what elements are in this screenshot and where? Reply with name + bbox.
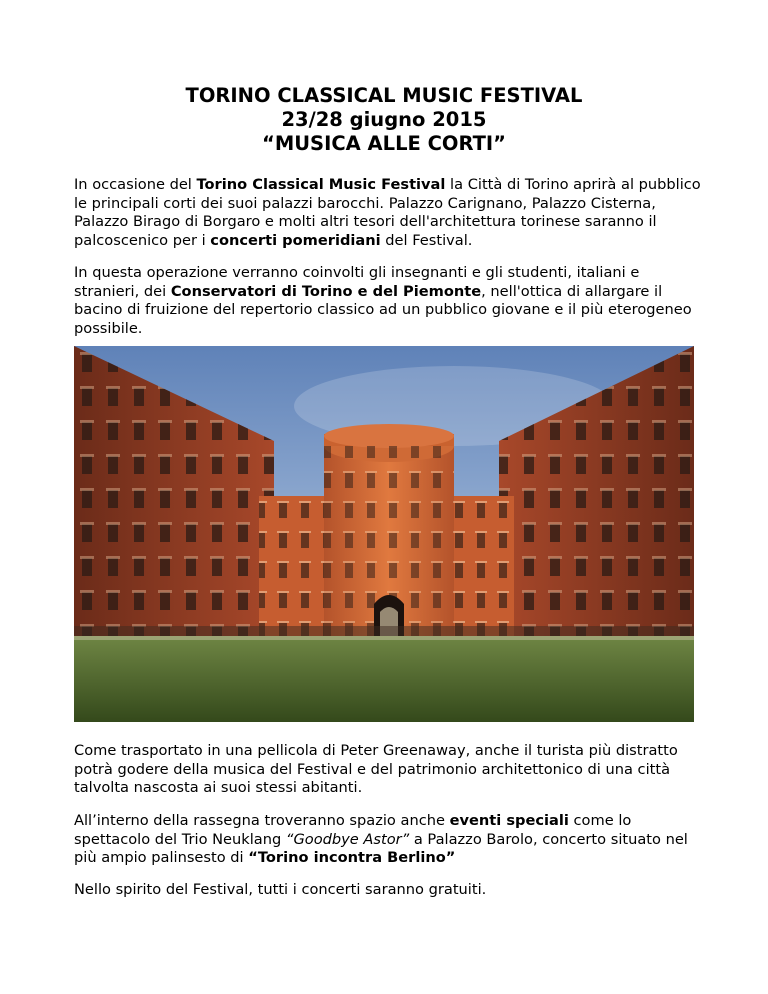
text-run: In questa operazione verranno coinvolti gli insegnanti e gli studenti, italiani e stranieri, dei	[74, 264, 640, 300]
title-line-dates: 23/28 giugno 2015	[281, 108, 487, 131]
palace-courtyard-photo	[74, 346, 694, 722]
bold-special-events: eventi speciali	[449, 812, 569, 829]
text-run: la Città di Torino aprirà al pubblico le principali corti dei suoi palazzi barocchi. Palazzo Carignano, Palazzo Cisterna, Palazzo Birago di Borgaro e molti altri tesori dell'architettura torinese saranno il palcoscenico per i	[74, 176, 701, 249]
bold-conservatories: Conservatori di Torino e del Piemonte	[170, 282, 482, 300]
text-run: del Festival.	[380, 231, 473, 249]
bold-festival-name: Torino Classical Music Festival	[196, 176, 446, 193]
paragraph-intro	[74, 176, 704, 250]
paragraph-conservatories	[74, 264, 704, 338]
text-run: a Palazzo Barolo, concerto situato nel più ampio palinsesto di	[74, 830, 688, 867]
text-run: come lo spettacolo del Trio Neuklang	[74, 812, 632, 848]
text-run: Nello spirito del Festival, tutti i concerti saranno gratuiti.	[74, 881, 487, 898]
text-run: , nell'ottica di allargare il bacino di fruizione del repertorio classico ad un pubblico giovane e il più eterogeneo possibile.	[74, 282, 692, 337]
paragraph-free-concerts	[74, 881, 704, 900]
text-run: In occasione del	[74, 176, 197, 193]
title-line-festival-name: TORINO CLASSICAL MUSIC FESTIVAL	[185, 84, 583, 107]
document-title	[0, 84, 768, 156]
bold-afternoon-concerts: concerti pomeridiani	[210, 231, 381, 249]
italic-show-title: “Goodbye Astor”	[285, 830, 410, 848]
title-line-subtitle: “MUSICA ALLE CORTI”	[262, 132, 506, 155]
text-run: Come trasportato in una pellicola di Peter Greenaway, anche il turista più distratto potrà godere della musica del Festival e del patrimonio architettonico di una città talvolta nascosta ai suoi stessi abitanti.	[74, 742, 678, 797]
bold-torino-berlino: “Torino incontra Berlino”	[248, 849, 456, 867]
text-run: All’interno della rassegna troveranno spazio anche	[74, 812, 450, 829]
courtyard-illustration	[74, 346, 694, 722]
paragraph-special-events	[74, 812, 704, 868]
paragraph-greenaway	[74, 742, 704, 798]
